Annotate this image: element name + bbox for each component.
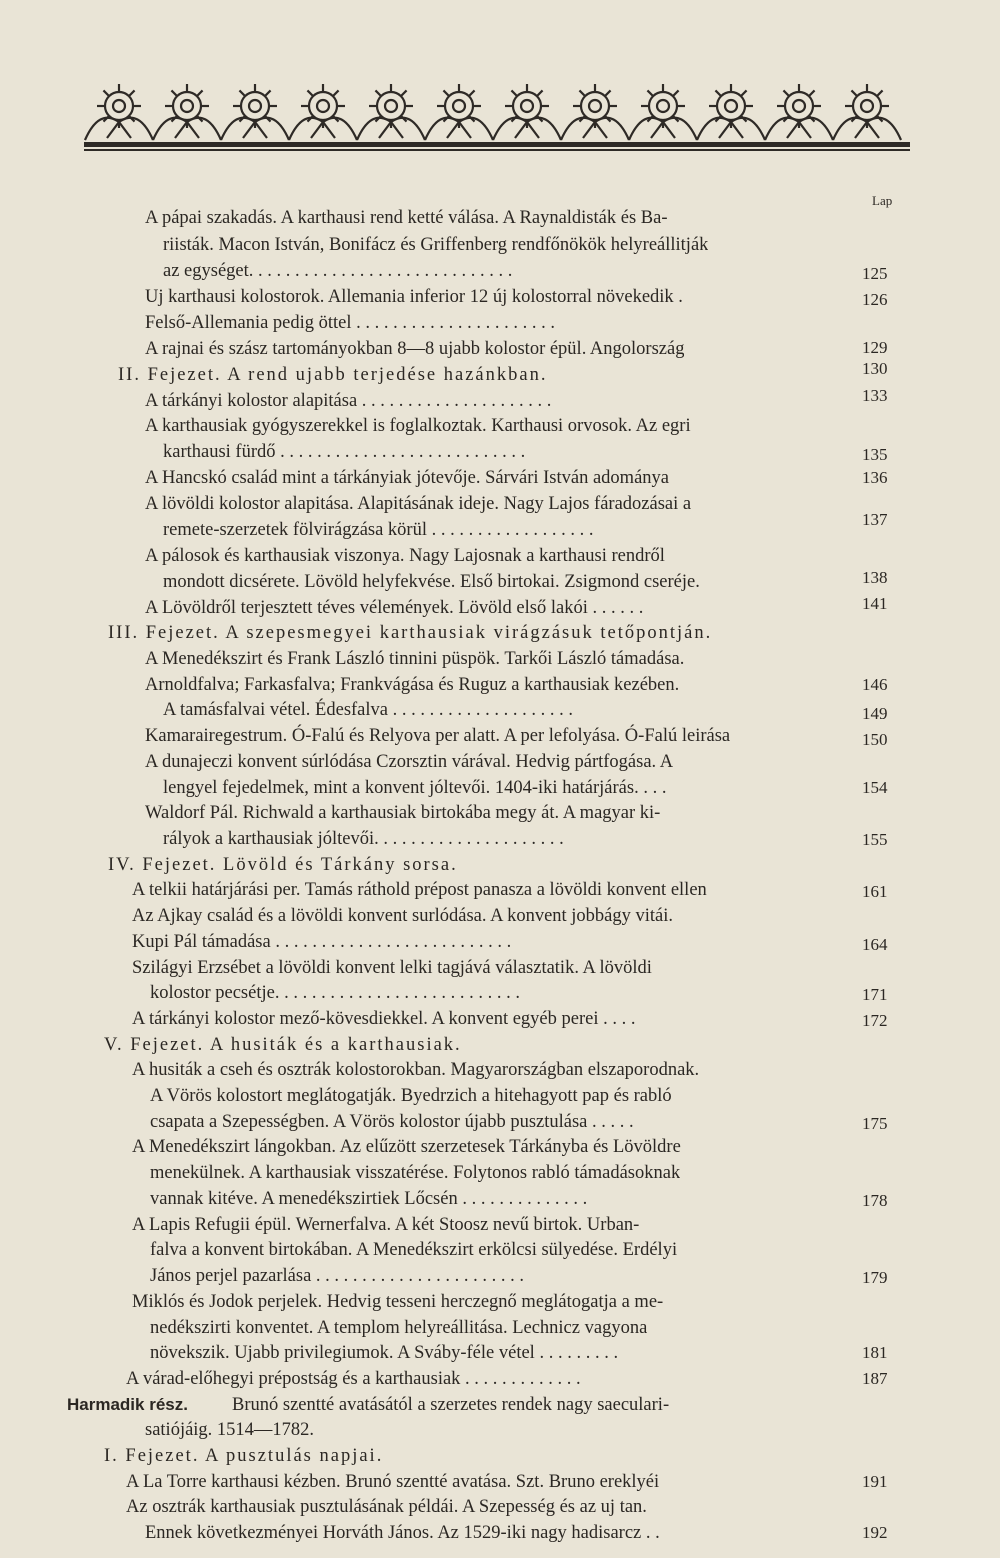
toc-page-number: 164	[862, 935, 888, 954]
toc-entry-text: A telkii határjárási per. Tamás ráthold prépost panasza a lövöldi konvent ellen	[132, 880, 707, 900]
toc-entry-text: riisták. Macon István, Bonifácz és Griffenberg rendfőnökök helyreállitják	[163, 235, 709, 255]
toc-entry-text: remete-szerzetek fölvirágzása körül . . . . . . . . . . . . . . . . . .	[163, 520, 594, 540]
toc-page-number: 154	[862, 778, 888, 797]
toc-page-number: 146	[862, 675, 888, 694]
toc-page-number: 149	[862, 704, 888, 723]
toc-entry-text: csapata a Szepességben. A Vörös kolostor újabb pusztulása . . . . .	[150, 1112, 634, 1132]
toc-page-number: 178	[862, 1191, 888, 1210]
toc-page-number: 191	[862, 1472, 888, 1491]
toc-page-number: 138	[862, 568, 888, 587]
toc-page-number: 137	[862, 510, 888, 529]
toc-entry-text: A lövöldi kolostor alapitása. Alapitásának ideje. Nagy Lajos fáradozásai a	[145, 494, 692, 514]
toc-entry-text: Az Ajkay család és a lövöldi konvent surlódása. A konvent jobbágy vitái.	[132, 906, 674, 926]
toc-entry-text: Kupi Pál támadása . . . . . . . . . . . . . . . . . . . . . . . . . .	[132, 932, 512, 952]
toc-entry-text: A Lapis Refugii épül. Wernerfalva. A két Stoosz nevű birtok. Urban-	[132, 1215, 640, 1235]
toc-entry-text: vannak kitéve. A menedékszirtiek Lőcsén . . . . . . . . . . . . . .	[150, 1189, 588, 1209]
toc-entry-text: A Hancskó család mint a tárkányiak jótevője. Sárvári István adománya	[145, 468, 669, 488]
toc-page-number: 179	[862, 1268, 888, 1287]
page-column-header: Lap	[872, 193, 893, 208]
toc-entry-text: Kamarairegestrum. Ó-Falú és Relyova per alatt. A per lefolyása. Ó-Falú leirása	[145, 726, 731, 746]
toc-entry-text: A tárkányi kolostor mező-kövesdiekkel. A konvent egyéb perei . . . .	[132, 1009, 636, 1029]
toc-entry-text: Szilágyi Erzsébet a lövöldi konvent lelki tagjává választatik. A lövöldi	[132, 958, 652, 978]
toc-entry-text: A karthausiak gyógyszerekkel is foglalkoztak. Karthausi orvosok. Az egri	[145, 416, 691, 436]
toc-entry-text: A Menedékszirt és Frank László tinnini püspök. Tarkői László támadása.	[145, 649, 685, 669]
toc-page-number: 125	[862, 264, 888, 283]
toc-page-number: 171	[862, 985, 888, 1004]
toc-page-number: 161	[862, 882, 888, 901]
toc-entry-text: II. Fejezet. A rend ujabb terjedése hazánkban.	[118, 365, 548, 385]
toc-page-number: 126	[862, 290, 888, 309]
toc-entry-text: A Lövöldről terjesztett téves vélemények. Lövöld első lakói . . . . . .	[145, 598, 644, 618]
toc-entry-text: Miklós és Jodok perjelek. Hedvig tesseni herczegnő meglátogatja a me-	[132, 1292, 664, 1312]
toc-entry-text: A dunajeczi konvent súrlódása Czorsztin várával. Hedvig pártfogása. A	[145, 752, 674, 772]
toc-page-number: 155	[862, 830, 888, 849]
toc-entry-text: Brunó szentté avatásától a szerzetes rendek nagy saeculari-	[232, 1395, 670, 1415]
toc-entry-text: IV. Fejezet. Lövöld és Tárkány sorsa.	[108, 855, 458, 875]
toc-entry-text: III. Fejezet. A szepesmegyei karthausiak virágzásuk tetőpontján.	[108, 623, 713, 643]
toc-entry-text: A pápai szakadás. A karthausi rend ketté válása. A Raynaldisták és Ba-	[145, 208, 668, 228]
toc-page-number: 136	[862, 468, 888, 487]
toc-entry-text: az egységet. . . . . . . . . . . . . . . . . . . . . . . . . . . . .	[163, 261, 513, 281]
section-part-heading: Harmadik rész.	[67, 1395, 188, 1414]
toc-page-number: 130	[862, 359, 888, 378]
toc-entry-text: mondott dicsérete. Lövöld helyfekvése. Első birtokai. Zsigmond cseréje.	[163, 572, 700, 592]
toc-entry-text: rályok a karthausiak jóltevői. . . . . . . . . . . . . . . . . . . . .	[163, 829, 564, 849]
toc-page-number: 181	[862, 1343, 888, 1362]
toc-entry-text: A La Torre karthausi kézben. Brunó szentté avatása. Szt. Bruno ereklyéi	[126, 1472, 660, 1492]
toc-entry-text: Az osztrák karthausiak pusztulásának példái. A Szepesség és az uj tan.	[126, 1497, 647, 1517]
toc-entry-text: lengyel fejedelmek, mint a konvent jóltevői. 1404-iki határjárás. . . .	[163, 778, 667, 798]
toc-entry-text: falva a konvent birtokában. A Menedékszirt erkölcsi sülyedése. Erdélyi	[150, 1240, 678, 1260]
toc-page-number: 192	[862, 1523, 888, 1542]
toc-entry-text: Arnoldfalva; Farkasfalva; Frankvágása és Ruguz a karthausiak kezében.	[145, 675, 680, 695]
toc-entry-text: János perjel pazarlása . . . . . . . . . . . . . . . . . . . . . . .	[150, 1266, 525, 1286]
toc-entry-text: Felső-Allemania pedig öttel . . . . . . . . . . . . . . . . . . . . . .	[145, 313, 556, 333]
toc-entry-text: A tamásfalvai vétel. Édesfalva . . . . . . . . . . . . . . . . . . . .	[163, 700, 573, 720]
toc-entry-text: Waldorf Pál. Richwald a karthausiak birtokába megy át. A magyar ki-	[145, 803, 661, 823]
toc-entry-text: A Vörös kolostort meglátogatják. Byedrzich a hitehagyott pap és rabló	[150, 1086, 672, 1106]
toc-entry-text: A husiták a cseh és osztrák kolostorokban. Magyarországban elszaporodnak.	[132, 1060, 700, 1080]
toc-page-number: 172	[862, 1011, 888, 1030]
toc-entry-text: karthausi fürdő . . . . . . . . . . . . . . . . . . . . . . . . . . .	[163, 442, 526, 462]
toc-entry-text: menekülnek. A karthausiak visszatérése. Folytonos rabló támadásoknak	[150, 1163, 681, 1183]
toc-page-number: 150	[862, 730, 888, 749]
toc-entry-text: A tárkányi kolostor alapitása . . . . . . . . . . . . . . . . . . . . .	[145, 391, 552, 411]
toc-page-number: 187	[862, 1369, 888, 1388]
toc-page-number: 129	[862, 338, 888, 357]
toc-entry-text: satiójáig. 1514—1782.	[145, 1420, 315, 1440]
toc-entry-text: V. Fejezet. A husiták és a karthausiak.	[104, 1035, 462, 1055]
floral-border-ornament	[84, 78, 910, 154]
toc-page-number: 135	[862, 445, 888, 464]
toc-entry-text: nedékszirti konventet. A templom helyreállitása. Lechnicz vagyona	[150, 1318, 648, 1338]
toc-entry-text: Ennek következményei Horváth János. Az 1529-iki nagy hadisarcz . .	[145, 1523, 660, 1543]
toc-page-number: 133	[862, 386, 888, 405]
toc-entry-text: A várad-előhegyi prépostság és a karthausiak . . . . . . . . . . . . .	[126, 1369, 581, 1389]
toc-entry-text: A pálosok és karthausiak viszonya. Nagy Lajosnak a karthausi rendről	[145, 546, 665, 566]
toc-entry-text: A rajnai és szász tartományokban 8—8 ujabb kolostor épül. Angolország	[145, 339, 685, 359]
toc-entry-text: I. Fejezet. A pusztulás napjai.	[104, 1446, 384, 1466]
toc-entry-text: kolostor pecsétje. . . . . . . . . . . . . . . . . . . . . . . . . . .	[150, 983, 520, 1003]
toc-entry-text: A Menedékszirt lángokban. Az elűzött szerzetesek Tárkányba és Lövöldre	[132, 1137, 681, 1157]
toc-entry-text: növekszik. Ujabb privilegiumok. A Sváby-féle vétel . . . . . . . . .	[150, 1343, 619, 1363]
toc-page-number: 175	[862, 1114, 888, 1133]
toc-entry-text: Uj karthausi kolostorok. Allemania inferior 12 új kolostorral növekedik .	[145, 287, 683, 307]
toc-page-number: 141	[862, 594, 888, 613]
